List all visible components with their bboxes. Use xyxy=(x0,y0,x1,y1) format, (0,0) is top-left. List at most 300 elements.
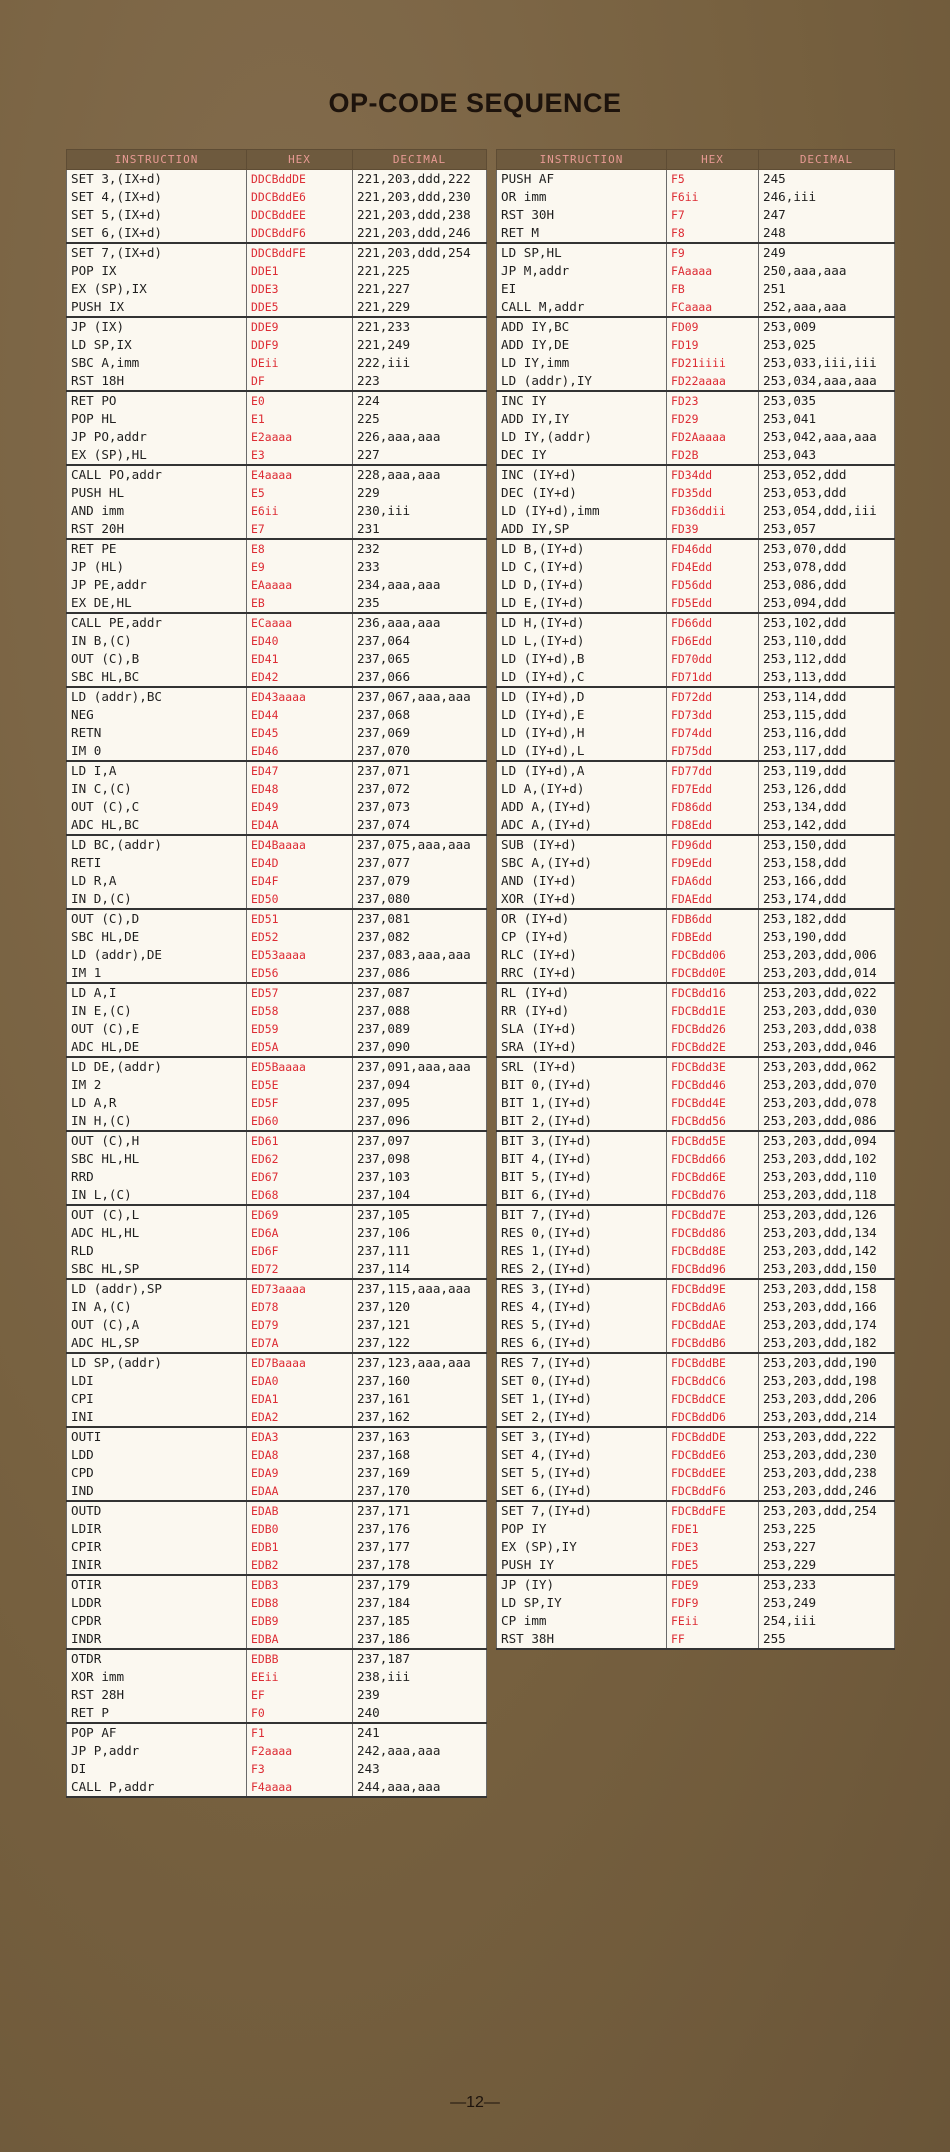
decimal-cell: 253,203,ddd,134 xyxy=(759,1224,895,1242)
table-row xyxy=(497,1020,895,1038)
table-row xyxy=(497,317,895,336)
hex-cell: ED73aaaa xyxy=(247,1279,353,1298)
instruction-cell: POP AF xyxy=(67,1723,247,1742)
table-row xyxy=(497,706,895,724)
instruction-cell: IND xyxy=(67,1482,247,1501)
table-row xyxy=(497,1408,895,1427)
decimal-cell: 221,203,ddd,222 xyxy=(353,170,487,189)
decimal-cell: 253,203,ddd,150 xyxy=(759,1260,895,1279)
instruction-cell: INC (IY+d) xyxy=(497,465,667,484)
decimal-cell: 237,091,aaa,aaa xyxy=(353,1057,487,1076)
hex-cell: E9 xyxy=(247,558,353,576)
decimal-cell: 253,203,ddd,070 xyxy=(759,1076,895,1094)
instruction-cell: SBC A,imm xyxy=(67,354,247,372)
hex-cell: FDB6dd xyxy=(667,909,759,928)
hex-cell: FB xyxy=(667,280,759,298)
table-row xyxy=(67,1002,487,1020)
hex-cell: ED45 xyxy=(247,724,353,742)
hex-cell: ED57 xyxy=(247,983,353,1002)
decimal-column-header: DECIMAL xyxy=(353,150,487,170)
instruction-cell: RR (IY+d) xyxy=(497,1002,667,1020)
instruction-cell: OR imm xyxy=(497,188,667,206)
table-row xyxy=(67,1482,487,1501)
decimal-cell: 237,111 xyxy=(353,1242,487,1260)
instruction-cell: SRA (IY+d) xyxy=(497,1038,667,1057)
decimal-cell: 221,203,ddd,246 xyxy=(353,224,487,243)
instruction-cell: LD BC,(addr) xyxy=(67,835,247,854)
hex-cell: EDBB xyxy=(247,1649,353,1668)
hex-cell: FDCBdd7E xyxy=(667,1205,759,1224)
table-row xyxy=(67,1242,487,1260)
table-row xyxy=(67,706,487,724)
instruction-cell: XOR (IY+d) xyxy=(497,890,667,909)
decimal-cell: 237,103 xyxy=(353,1168,487,1186)
instruction-cell: RET PO xyxy=(67,391,247,410)
instruction-cell: JP PO,addr xyxy=(67,428,247,446)
decimal-cell: 243 xyxy=(353,1760,487,1778)
hex-cell: FDCBdd6E xyxy=(667,1168,759,1186)
instruction-cell: RET PE xyxy=(67,539,247,558)
table-row xyxy=(67,983,487,1002)
hex-cell: ED5F xyxy=(247,1094,353,1112)
hex-cell: ED6A xyxy=(247,1224,353,1242)
decimal-cell: 251 xyxy=(759,280,895,298)
instruction-cell: BIT 5,(IY+d) xyxy=(497,1168,667,1186)
hex-cell: EDA9 xyxy=(247,1464,353,1482)
instruction-cell: BIT 0,(IY+d) xyxy=(497,1076,667,1094)
decimal-cell: 253,203,ddd,094 xyxy=(759,1131,895,1150)
hex-cell: FDCBdd86 xyxy=(667,1224,759,1242)
instruction-cell: RES 5,(IY+d) xyxy=(497,1316,667,1334)
instruction-cell: OUT (C),B xyxy=(67,650,247,668)
decimal-cell: 237,187 xyxy=(353,1649,487,1668)
table-row xyxy=(497,872,895,890)
instruction-cell: OUT (C),H xyxy=(67,1131,247,1150)
hex-cell: FDCBddBE xyxy=(667,1353,759,1372)
table-header-row xyxy=(497,150,895,170)
decimal-cell: 237,070 xyxy=(353,742,487,761)
table-row xyxy=(497,724,895,742)
table-row xyxy=(497,854,895,872)
instruction-cell: SBC HL,DE xyxy=(67,928,247,946)
table-row xyxy=(67,539,487,558)
hex-cell: FD66dd xyxy=(667,613,759,632)
table-row xyxy=(497,983,895,1002)
decimal-cell: 253,203,ddd,118 xyxy=(759,1186,895,1205)
table-row xyxy=(67,354,487,372)
decimal-cell: 221,229 xyxy=(353,298,487,317)
decimal-cell: 237,162 xyxy=(353,1408,487,1427)
table-row xyxy=(497,576,895,594)
decimal-cell: 253,203,ddd,062 xyxy=(759,1057,895,1076)
hex-cell: FAaaaa xyxy=(667,262,759,280)
table-row xyxy=(67,1038,487,1057)
table-row xyxy=(497,298,895,317)
table-row xyxy=(497,1556,895,1575)
instruction-cell: LD SP,IY xyxy=(497,1594,667,1612)
instruction-cell: LD H,(IY+d) xyxy=(497,613,667,632)
hex-cell: ED72 xyxy=(247,1260,353,1279)
hex-cell: FDCBddD6 xyxy=(667,1408,759,1427)
table-row xyxy=(497,1316,895,1334)
decimal-cell: 237,074 xyxy=(353,816,487,835)
decimal-cell: 253,119,ddd xyxy=(759,761,895,780)
hex-column-header: HEX xyxy=(667,150,759,170)
table-row xyxy=(67,410,487,428)
instruction-cell: DEC IY xyxy=(497,446,667,465)
hex-cell: FDCBdd9E xyxy=(667,1279,759,1298)
hex-cell: EB xyxy=(247,594,353,613)
instruction-cell: LD IY,(addr) xyxy=(497,428,667,446)
decimal-cell: 229 xyxy=(353,484,487,502)
hex-cell: FDCBddE6 xyxy=(667,1446,759,1464)
instruction-cell: LD (IY+d),L xyxy=(497,742,667,761)
decimal-cell: 252,aaa,aaa xyxy=(759,298,895,317)
instruction-cell: SET 5,(IX+d) xyxy=(67,206,247,224)
decimal-cell: 237,184 xyxy=(353,1594,487,1612)
hex-cell: FDCBdd4E xyxy=(667,1094,759,1112)
instruction-cell: SET 6,(IX+d) xyxy=(67,224,247,243)
decimal-cell: 253,113,ddd xyxy=(759,668,895,687)
decimal-cell: 237,090 xyxy=(353,1038,487,1057)
decimal-cell: 253,203,ddd,238 xyxy=(759,1464,895,1482)
instruction-cell: JP (IX) xyxy=(67,317,247,336)
hex-cell: FDAEdd xyxy=(667,890,759,909)
instruction-cell: EI xyxy=(497,280,667,298)
decimal-cell: 233 xyxy=(353,558,487,576)
table-row xyxy=(67,1612,487,1630)
table-row xyxy=(67,520,487,539)
hex-cell: FD86dd xyxy=(667,798,759,816)
table-row xyxy=(497,391,895,410)
table-row xyxy=(67,724,487,742)
hex-cell: FDCBdd0E xyxy=(667,964,759,983)
table-row xyxy=(497,1298,895,1316)
opcode-table-right xyxy=(496,149,895,1650)
table-row xyxy=(67,1408,487,1427)
decimal-cell: 253,203,ddd,166 xyxy=(759,1298,895,1316)
table-row xyxy=(67,687,487,706)
decimal-cell: 237,160 xyxy=(353,1372,487,1390)
table-row xyxy=(497,1630,895,1649)
decimal-cell: 253,203,ddd,030 xyxy=(759,1002,895,1020)
instruction-cell: SET 0,(IY+d) xyxy=(497,1372,667,1390)
decimal-cell: 253,203,ddd,206 xyxy=(759,1390,895,1408)
decimal-cell: 237,120 xyxy=(353,1298,487,1316)
decimal-cell: 228,aaa,aaa xyxy=(353,465,487,484)
hex-cell: F9 xyxy=(667,243,759,262)
decimal-cell: 226,aaa,aaa xyxy=(353,428,487,446)
decimal-cell: 237,168 xyxy=(353,1446,487,1464)
decimal-cell: 235 xyxy=(353,594,487,613)
decimal-cell: 225 xyxy=(353,410,487,428)
table-row xyxy=(67,946,487,964)
instruction-cell: ADC HL,SP xyxy=(67,1334,247,1353)
instruction-cell: SET 2,(IY+d) xyxy=(497,1408,667,1427)
hex-cell: F4aaaa xyxy=(247,1778,353,1797)
hex-cell: DDCBddEE xyxy=(247,206,353,224)
hex-cell: DDE1 xyxy=(247,262,353,280)
instruction-cell: ADC HL,DE xyxy=(67,1038,247,1057)
hex-cell: FDF9 xyxy=(667,1594,759,1612)
hex-cell: FDCBdd8E xyxy=(667,1242,759,1260)
instruction-cell: OUT (C),A xyxy=(67,1316,247,1334)
decimal-cell: 253,203,ddd,222 xyxy=(759,1427,895,1446)
hex-cell: FDCBdd16 xyxy=(667,983,759,1002)
decimal-cell: 237,121 xyxy=(353,1316,487,1334)
decimal-cell: 253,203,ddd,126 xyxy=(759,1205,895,1224)
decimal-cell: 237,178 xyxy=(353,1556,487,1575)
decimal-cell: 242,aaa,aaa xyxy=(353,1742,487,1760)
table-row xyxy=(497,1427,895,1446)
decimal-cell: 253,150,ddd xyxy=(759,835,895,854)
table-row xyxy=(497,613,895,632)
table-row xyxy=(67,1260,487,1279)
instruction-cell: OTIR xyxy=(67,1575,247,1594)
decimal-cell: 221,203,ddd,230 xyxy=(353,188,487,206)
instruction-cell: RRC (IY+d) xyxy=(497,964,667,983)
table-row xyxy=(497,1594,895,1612)
table-row xyxy=(67,317,487,336)
decimal-cell: 253,233 xyxy=(759,1575,895,1594)
hex-cell: ED59 xyxy=(247,1020,353,1038)
hex-cell: ED50 xyxy=(247,890,353,909)
table-row xyxy=(67,298,487,317)
hex-cell: FD2B xyxy=(667,446,759,465)
instruction-cell: IM 2 xyxy=(67,1076,247,1094)
decimal-cell: 249 xyxy=(759,243,895,262)
instruction-cell: RST 18H xyxy=(67,372,247,391)
instruction-cell: LD SP,IX xyxy=(67,336,247,354)
hex-cell: FDE1 xyxy=(667,1520,759,1538)
table-row xyxy=(67,594,487,613)
hex-cell: E6ii xyxy=(247,502,353,520)
instruction-cell: RLC (IY+d) xyxy=(497,946,667,964)
hex-cell: EDA3 xyxy=(247,1427,353,1446)
instruction-cell: ADD IY,IY xyxy=(497,410,667,428)
hex-cell: ED79 xyxy=(247,1316,353,1334)
decimal-cell: 237,096 xyxy=(353,1112,487,1131)
table-row xyxy=(67,1630,487,1649)
hex-cell: E5 xyxy=(247,484,353,502)
instruction-cell: IM 1 xyxy=(67,964,247,983)
decimal-cell: 253,203,ddd,254 xyxy=(759,1501,895,1520)
table-row xyxy=(67,558,487,576)
table-row xyxy=(67,816,487,835)
instruction-cell: JP PE,addr xyxy=(67,576,247,594)
table-row xyxy=(67,1704,487,1723)
hex-cell: E4aaaa xyxy=(247,465,353,484)
table-row xyxy=(67,446,487,465)
decimal-cell: 221,227 xyxy=(353,280,487,298)
decimal-cell: 247 xyxy=(759,206,895,224)
table-row xyxy=(67,280,487,298)
instruction-column-header: INSTRUCTION xyxy=(497,150,667,170)
instruction-column-header: INSTRUCTION xyxy=(67,150,247,170)
instruction-cell: CALL PE,addr xyxy=(67,613,247,632)
decimal-cell: 237,104 xyxy=(353,1186,487,1205)
decimal-cell: 237,171 xyxy=(353,1501,487,1520)
hex-cell: DDCBddDE xyxy=(247,170,353,189)
decimal-cell: 253,035 xyxy=(759,391,895,410)
opcode-table-left xyxy=(66,149,487,1798)
decimal-cell: 237,075,aaa,aaa xyxy=(353,835,487,854)
instruction-cell: LDDR xyxy=(67,1594,247,1612)
table-row xyxy=(67,188,487,206)
decimal-cell: 237,073 xyxy=(353,798,487,816)
hex-cell: E3 xyxy=(247,446,353,465)
decimal-cell: 253,225 xyxy=(759,1520,895,1538)
hex-cell: ED5E xyxy=(247,1076,353,1094)
instruction-cell: ADC A,(IY+d) xyxy=(497,816,667,835)
instruction-cell: LD (addr),DE xyxy=(67,946,247,964)
instruction-cell: LD (IY+d),D xyxy=(497,687,667,706)
table-row xyxy=(497,835,895,854)
decimal-cell: 253,142,ddd xyxy=(759,816,895,835)
instruction-cell: CP (IY+d) xyxy=(497,928,667,946)
hex-cell: FD23 xyxy=(667,391,759,410)
table-row xyxy=(67,1131,487,1150)
table-row xyxy=(497,1186,895,1205)
hex-cell: ED5A xyxy=(247,1038,353,1057)
instruction-cell: LD D,(IY+d) xyxy=(497,576,667,594)
instruction-cell: OUTD xyxy=(67,1501,247,1520)
instruction-cell: ADC HL,HL xyxy=(67,1224,247,1242)
hex-cell: ECaaaa xyxy=(247,613,353,632)
hex-cell: EDA1 xyxy=(247,1390,353,1408)
instruction-cell: ADD IY,BC xyxy=(497,317,667,336)
decimal-cell: 237,170 xyxy=(353,1482,487,1501)
instruction-cell: EX (SP),HL xyxy=(67,446,247,465)
table-row xyxy=(67,1168,487,1186)
hex-cell: EDB3 xyxy=(247,1575,353,1594)
hex-cell: FD71dd xyxy=(667,668,759,687)
hex-column-header: HEX xyxy=(247,150,353,170)
decimal-cell: 255 xyxy=(759,1630,895,1649)
table-row xyxy=(497,1260,895,1279)
decimal-cell: 253,166,ddd xyxy=(759,872,895,890)
decimal-cell: 237,176 xyxy=(353,1520,487,1538)
table-row xyxy=(497,1094,895,1112)
instruction-cell: JP P,addr xyxy=(67,1742,247,1760)
table-row xyxy=(67,1778,487,1797)
table-row xyxy=(67,798,487,816)
hex-cell: ED62 xyxy=(247,1150,353,1168)
decimal-cell: 246,iii xyxy=(759,188,895,206)
hex-cell: FDCBddAE xyxy=(667,1316,759,1334)
decimal-cell: 253,203,ddd,158 xyxy=(759,1279,895,1298)
table-row xyxy=(497,946,895,964)
instruction-cell: NEG xyxy=(67,706,247,724)
table-row xyxy=(67,1520,487,1538)
hex-cell: E2aaaa xyxy=(247,428,353,446)
hex-cell: EDB0 xyxy=(247,1520,353,1538)
decimal-cell: 253,086,ddd xyxy=(759,576,895,594)
table-row xyxy=(67,909,487,928)
decimal-cell: 237,161 xyxy=(353,1390,487,1408)
decimal-cell: 237,066 xyxy=(353,668,487,687)
hex-cell: FD29 xyxy=(667,410,759,428)
hex-cell: FDCBdd96 xyxy=(667,1260,759,1279)
table-row xyxy=(497,1002,895,1020)
table-row xyxy=(497,1057,895,1076)
instruction-cell: CPD xyxy=(67,1464,247,1482)
decimal-cell: 253,229 xyxy=(759,1556,895,1575)
instruction-cell: SRL (IY+d) xyxy=(497,1057,667,1076)
decimal-cell: 237,106 xyxy=(353,1224,487,1242)
hex-cell: FD21iiii xyxy=(667,354,759,372)
instruction-cell: SET 3,(IY+d) xyxy=(497,1427,667,1446)
instruction-cell: RLD xyxy=(67,1242,247,1260)
table-row xyxy=(67,1094,487,1112)
hex-cell: FDBEdd xyxy=(667,928,759,946)
instruction-cell: LD (addr),SP xyxy=(67,1279,247,1298)
table-row xyxy=(67,1760,487,1778)
instruction-cell: RET M xyxy=(497,224,667,243)
table-row xyxy=(67,1334,487,1353)
instruction-cell: CALL M,addr xyxy=(497,298,667,317)
hex-cell: FD19 xyxy=(667,336,759,354)
table-row xyxy=(67,1556,487,1575)
hex-cell: ED4D xyxy=(247,854,353,872)
table-row xyxy=(67,391,487,410)
instruction-cell: RES 1,(IY+d) xyxy=(497,1242,667,1260)
table-row xyxy=(497,1446,895,1464)
table-row xyxy=(497,446,895,465)
table-row xyxy=(497,428,895,446)
hex-cell: EDA8 xyxy=(247,1446,353,1464)
instruction-cell: SET 5,(IY+d) xyxy=(497,1464,667,1482)
table-row xyxy=(497,780,895,798)
hex-cell: FD09 xyxy=(667,317,759,336)
hex-cell: EDA0 xyxy=(247,1372,353,1390)
instruction-cell: LD (IY+d),C xyxy=(497,668,667,687)
hex-cell: FD8Edd xyxy=(667,816,759,835)
instruction-cell: RES 2,(IY+d) xyxy=(497,1260,667,1279)
hex-cell: FD6Edd xyxy=(667,632,759,650)
table-row xyxy=(497,502,895,520)
instruction-cell: CALL PO,addr xyxy=(67,465,247,484)
hex-cell: ED58 xyxy=(247,1002,353,1020)
instruction-cell: RETN xyxy=(67,724,247,742)
instruction-cell: RST 30H xyxy=(497,206,667,224)
decimal-cell: 237,169 xyxy=(353,1464,487,1482)
instruction-cell: LD B,(IY+d) xyxy=(497,539,667,558)
table-row xyxy=(497,668,895,687)
table-row xyxy=(67,484,487,502)
table-row xyxy=(497,465,895,484)
hex-cell: FD2Aaaaa xyxy=(667,428,759,446)
instruction-cell: LD L,(IY+d) xyxy=(497,632,667,650)
table-row xyxy=(497,280,895,298)
table-row xyxy=(67,650,487,668)
decimal-cell: 253,203,ddd,046 xyxy=(759,1038,895,1057)
table-row xyxy=(497,520,895,539)
table-row xyxy=(497,650,895,668)
instruction-cell: OTDR xyxy=(67,1649,247,1668)
decimal-cell: 231 xyxy=(353,520,487,539)
table-row xyxy=(497,964,895,983)
instruction-cell: LD (IY+d),imm xyxy=(497,502,667,520)
decimal-cell: 253,203,ddd,086 xyxy=(759,1112,895,1131)
decimal-cell: 237,105 xyxy=(353,1205,487,1224)
decimal-cell: 253,203,ddd,110 xyxy=(759,1168,895,1186)
hex-cell: FD35dd xyxy=(667,484,759,502)
decimal-cell: 238,iii xyxy=(353,1668,487,1686)
page-number: —12— xyxy=(450,2094,500,2111)
instruction-cell: LDI xyxy=(67,1372,247,1390)
hex-cell: ED51 xyxy=(247,909,353,928)
